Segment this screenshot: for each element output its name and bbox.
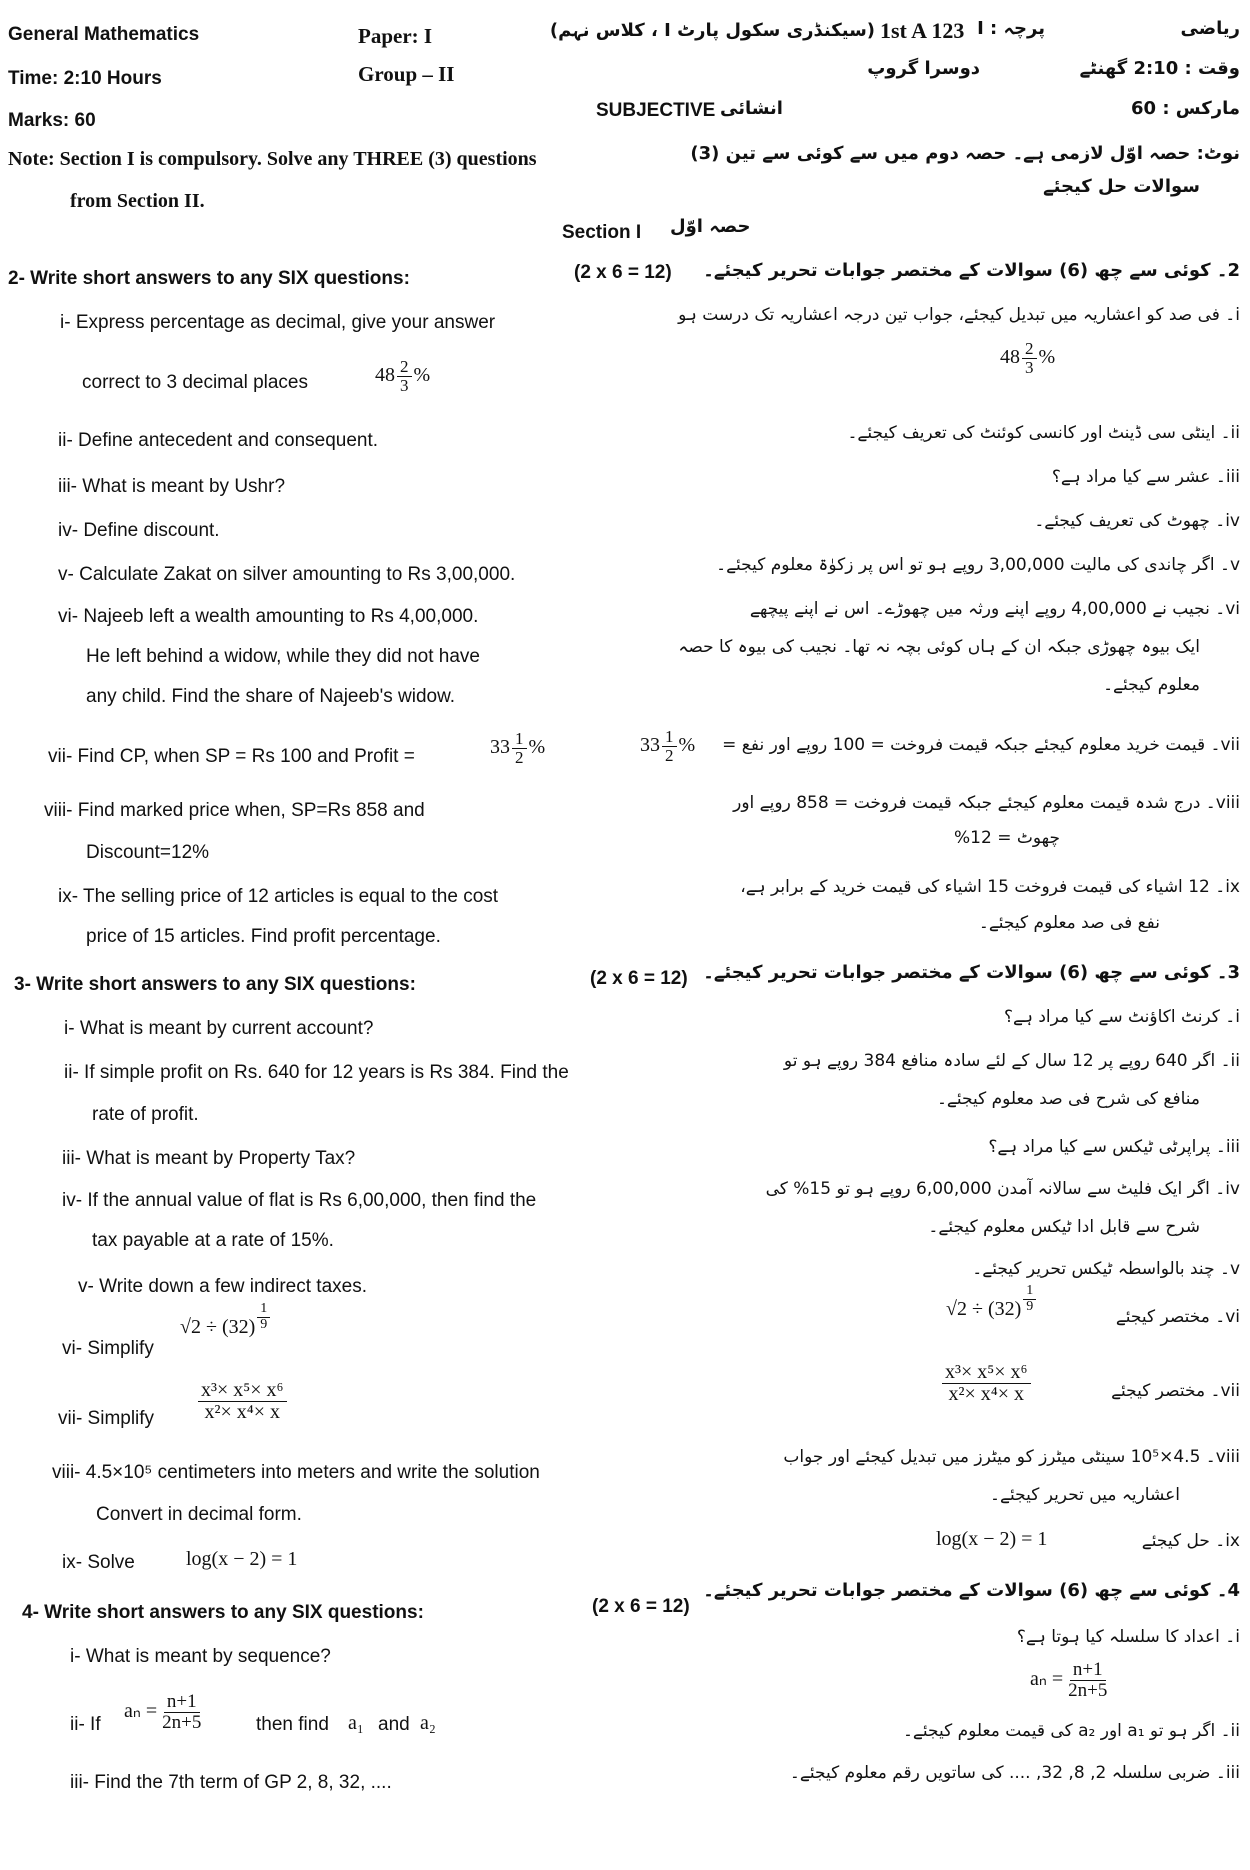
marks-en: Marks: 60 bbox=[8, 110, 96, 131]
q3-item-vii-ur: vii۔ مختصر کیجئے bbox=[1111, 1381, 1240, 1401]
q2-heading-en: 2- Write short answers to any SIX questions: bbox=[8, 268, 410, 289]
q3-item-iv-ur: iv۔ اگر ایک فلیٹ سے سالانہ آمدن 6,00,000 روپے ہو تو 15% کی bbox=[765, 1179, 1240, 1199]
q4-marks: (2 x 6 = 12) bbox=[592, 1596, 690, 1617]
marks-ur: مارکس : 60 bbox=[1131, 98, 1240, 119]
sqrt-expression: √2 ÷ (32) $\frac{1}{9}$ bbox=[180, 1316, 272, 1339]
q2-item-vi-ur3: معلوم کیجئے۔ bbox=[1103, 675, 1200, 695]
q2-item-v-en: v- Calculate Zakat on silver amounting to Rs 3,00,000. bbox=[58, 564, 516, 585]
group-ur: دوسرا گروپ bbox=[867, 58, 980, 79]
q4-item-iii-ur: iii۔ ضربی سلسلہ 2, 8, 32, .... کی ساتویں رقم معلوم کیجئے۔ bbox=[789, 1763, 1240, 1783]
q3-item-i-ur: i۔ کرنٹ اکاؤنٹ سے کیا مراد ہے؟ bbox=[1004, 1007, 1240, 1027]
q4-heading-ur: 4۔ کوئی سے چھ (6) سوالات کے مختصر جوابات تحریر کیجئے۔ bbox=[703, 1580, 1240, 1601]
q2-item-viii-en2: Discount=12% bbox=[86, 842, 210, 863]
exponent-fraction-ur: $\frac{\text{x³× x⁵× x⁶}}{\text{x²× x⁴× x}}$ bbox=[940, 1362, 1033, 1405]
q2-item-viii-ur: viii۔ درج شدہ قیمت معلوم کیجئے جبکہ قیمت فروخت = 858 روپے اور bbox=[733, 793, 1240, 813]
q3-marks: (2 x 6 = 12) bbox=[590, 968, 688, 989]
q2-item-vi-en2: He left behind a widow, while they did not have bbox=[86, 646, 480, 667]
q3-item-ix-ur: ix۔ حل کیجئے bbox=[1141, 1531, 1240, 1551]
q2-item-ix-ur2: نفع فی صد معلوم کیجئے۔ bbox=[978, 913, 1160, 933]
q3-item-i-en: i- What is meant by current account? bbox=[64, 1018, 374, 1039]
q2-marks: (2 x 6 = 12) bbox=[574, 262, 672, 283]
q4-item-ii-then: then find bbox=[256, 1714, 329, 1735]
profit-fraction: 33 $\frac{1}{2}$ % bbox=[490, 729, 546, 767]
title-ur: (سیکنڈری سکول پارٹ I ، کلاس نہم) bbox=[549, 20, 875, 41]
q2-item-vii-en: vii- Find CP, when SP = Rs 100 and Profit = bbox=[48, 746, 415, 767]
q4-item-ii-en: ii- If bbox=[70, 1714, 101, 1735]
q2-item-ii-en: ii- Define antecedent and consequent. bbox=[58, 430, 379, 451]
q3-item-viii-en: viii- 4.5×10⁵ centimeters into meters and write the solution bbox=[52, 1462, 540, 1483]
q3-item-ix-en: ix- Solve bbox=[62, 1552, 135, 1573]
q3-item-viii-ur2: اعشاریہ میں تحریر کیجئے۔ bbox=[990, 1485, 1180, 1505]
q2-heading-ur: 2۔ کوئی سے چھ (6) سوالات کے مختصر جوابات تحریر کیجئے۔ bbox=[703, 260, 1240, 281]
profit-fraction-ur: 33 $\frac{1}{2}$ % bbox=[640, 727, 696, 765]
note-en-line2: from Section II. bbox=[70, 190, 205, 212]
paper-en: Paper: I bbox=[358, 24, 433, 48]
q2-item-iv-en: iv- Define discount. bbox=[58, 520, 220, 541]
sequence-formula: aₙ = $\frac{n+1}{2n+5}$ bbox=[124, 1691, 202, 1733]
time-en: Time: 2:10 Hours bbox=[8, 68, 162, 89]
q4-item-i-ur: i۔ اعداد کا سلسلہ کیا ہوتا ہے؟ bbox=[1016, 1627, 1240, 1647]
section-en: Section I bbox=[562, 222, 642, 243]
group-en: Group – II bbox=[358, 62, 455, 86]
q2-item-viii-en: viii- Find marked price when, SP=Rs 858 and bbox=[44, 800, 425, 821]
q2-item-i-en2: correct to 3 decimal places bbox=[82, 372, 308, 393]
q2-item-vi-en: vi- Najeeb left a wealth amounting to Rs 4,00,000. bbox=[58, 606, 479, 627]
q4-item-iii-en: iii- Find the 7th term of GP 2, 8, 32, .... bbox=[70, 1772, 392, 1793]
q2-item-iii-en: iii- What is meant by Ushr? bbox=[58, 476, 286, 497]
percent-fraction: 48 $\frac{2}{3}$ % bbox=[375, 357, 431, 395]
q4-item-ii-and: and bbox=[378, 1714, 410, 1735]
q2-item-ix-en: ix- The selling price of 12 articles is equal to the cost bbox=[58, 886, 499, 907]
q3-item-ii-en2: rate of profit. bbox=[92, 1104, 199, 1125]
q4-item-ii-ur: ii۔ اگر ہو تو a₁ اور a₂ کی قیمت معلوم کیجئے۔ bbox=[902, 1721, 1240, 1741]
time-ur: وقت : 2:10 گھنٹے bbox=[1079, 58, 1240, 79]
subjective-en: SUBJECTIVE bbox=[596, 100, 716, 121]
q2-item-i-en: i- Express percentage as decimal, give your answer bbox=[60, 312, 496, 333]
percent-fraction-ur: 48 $\frac{2}{3}$ % bbox=[1000, 339, 1056, 377]
q3-item-vii-en: vii- Simplify bbox=[58, 1408, 155, 1429]
subject-en: General Mathematics bbox=[8, 24, 200, 45]
q3-item-ii-ur2: منافع کی شرح فی صد معلوم کیجئے۔ bbox=[936, 1089, 1200, 1109]
q3-item-iii-ur: iii۔ پراپرٹی ٹیکس سے کیا مراد ہے؟ bbox=[988, 1137, 1240, 1157]
q3-item-v-en: v- Write down a few indirect taxes. bbox=[78, 1276, 367, 1297]
q2-item-iii-ur: iii۔ عشر سے کیا مراد ہے؟ bbox=[1051, 467, 1240, 487]
q3-item-iv-en: iv- If the annual value of flat is Rs 6,00,000, then find the bbox=[62, 1190, 537, 1211]
subject-ur: ریاضی bbox=[1180, 18, 1240, 39]
sqrt-expression-ur: √2 ÷ (32) $\frac{1}{9}$ bbox=[946, 1298, 1038, 1321]
q4-item-i-en: i- What is meant by sequence? bbox=[70, 1646, 331, 1667]
paper-code: 1st A 123 bbox=[880, 18, 965, 43]
q2-item-vi-en3: any child. Find the share of Najeeb's widow. bbox=[86, 686, 456, 707]
exponent-fraction: $\frac{\text{x³× x⁵× x⁶}}{\text{x²× x⁴× x}}$ bbox=[196, 1380, 289, 1423]
q3-item-viii-en2: Convert in decimal form. bbox=[96, 1504, 302, 1525]
log-equation-ur: log(x − 2) = 1 bbox=[936, 1528, 1048, 1550]
q3-item-vi-ur: vi۔ مختصر کیجئے bbox=[1115, 1307, 1240, 1327]
a2-term: a₂ bbox=[420, 1712, 436, 1734]
note-ur-line1: نوٹ: حصہ اوّل لازمی ہے۔ حصہ دوم میں سے کوئی سے تین (3) bbox=[690, 143, 1240, 164]
q3-item-v-ur: v۔ چند بالواسطہ ٹیکس تحریر کیجئے۔ bbox=[972, 1259, 1240, 1279]
q3-item-viii-ur: viii۔ 4.5×10⁵ سینٹی میٹرز کو میٹرز میں تبدیل کیجئے اور جواب bbox=[783, 1447, 1240, 1467]
q2-item-v-ur: v۔ اگر چاندی کی مالیت 3,00,000 روپے ہو تو اس پر زکوٰۃ معلوم کیجئے۔ bbox=[716, 555, 1240, 575]
q2-item-ii-ur: ii۔ اینٹی سی ڈینٹ اور کانسی کوئنٹ کی تعریف کیجئے۔ bbox=[847, 423, 1240, 443]
q2-item-vii-ur: vii۔ قیمت خرید معلوم کیجئے جبکہ قیمت فروخت = 100 روپے اور نفع = bbox=[722, 735, 1240, 755]
q2-item-vi-ur: vi۔ نجیب نے 4,00,000 روپے اپنے ورثہ میں چھوڑے۔ اس نے اپنے پیچھے bbox=[749, 599, 1240, 619]
q2-item-i-ur: i۔ فی صد کو اعشاریہ میں تبدیل کیجئے، جواب تین درجہ اعشاریہ تک درست ہو bbox=[678, 305, 1240, 325]
q3-item-vi-en: vi- Simplify bbox=[62, 1338, 154, 1359]
note-ur-line2: سوالات حل کیجئے bbox=[1043, 176, 1200, 197]
log-equation: log(x − 2) = 1 bbox=[186, 1548, 298, 1570]
paper-ur-label: پرچہ : I bbox=[977, 18, 1045, 39]
q3-item-iii-en: iii- What is meant by Property Tax? bbox=[62, 1148, 356, 1169]
q3-item-ii-ur: ii۔ اگر 640 روپے پر 12 سال کے لئے سادہ منافع 384 روپے ہو تو bbox=[783, 1051, 1240, 1071]
q3-heading-ur: 3۔ کوئی سے چھ (6) سوالات کے مختصر جوابات تحریر کیجئے۔ bbox=[703, 962, 1240, 983]
note-en-line1: Note: Section I is compulsory. Solve any THREE (3) questions bbox=[8, 148, 537, 170]
section-ur: حصہ اوّل bbox=[670, 216, 751, 237]
a1-term: a₁ bbox=[348, 1712, 364, 1734]
q3-heading-en: 3- Write short answers to any SIX questions: bbox=[14, 974, 416, 995]
q2-item-viii-ur2: چھوٹ = 12% bbox=[954, 828, 1060, 848]
q3-item-ii-en: ii- If simple profit on Rs. 640 for 12 years is Rs 384. Find the bbox=[64, 1062, 569, 1083]
q4-heading-en: 4- Write short answers to any SIX questions: bbox=[22, 1602, 424, 1623]
subjective-ur: انشائی bbox=[720, 98, 783, 119]
q2-item-ix-ur: ix۔ 12 اشیاء کی قیمت فروخت 15 اشیاء کی قیمت خرید کے برابر ہے، bbox=[740, 877, 1240, 897]
q2-item-vi-ur2: ایک بیوہ چھوڑی جبکہ ان کے ہاں کوئی بچہ نہ تھا۔ نجیب کی بیوہ کا حصہ bbox=[678, 637, 1200, 657]
q2-item-ix-en2: price of 15 articles. Find profit percentage. bbox=[86, 926, 441, 947]
q2-item-iv-ur: iv۔ چھوٹ کی تعریف کیجئے۔ bbox=[1034, 511, 1240, 531]
q3-item-iv-ur2: شرح سے قابل ادا ٹیکس معلوم کیجئے۔ bbox=[928, 1217, 1200, 1237]
sequence-formula-ur: aₙ = $\frac{n+1}{2n+5}$ bbox=[1030, 1659, 1108, 1701]
q3-item-iv-en2: tax payable at a rate of 15%. bbox=[92, 1230, 334, 1251]
